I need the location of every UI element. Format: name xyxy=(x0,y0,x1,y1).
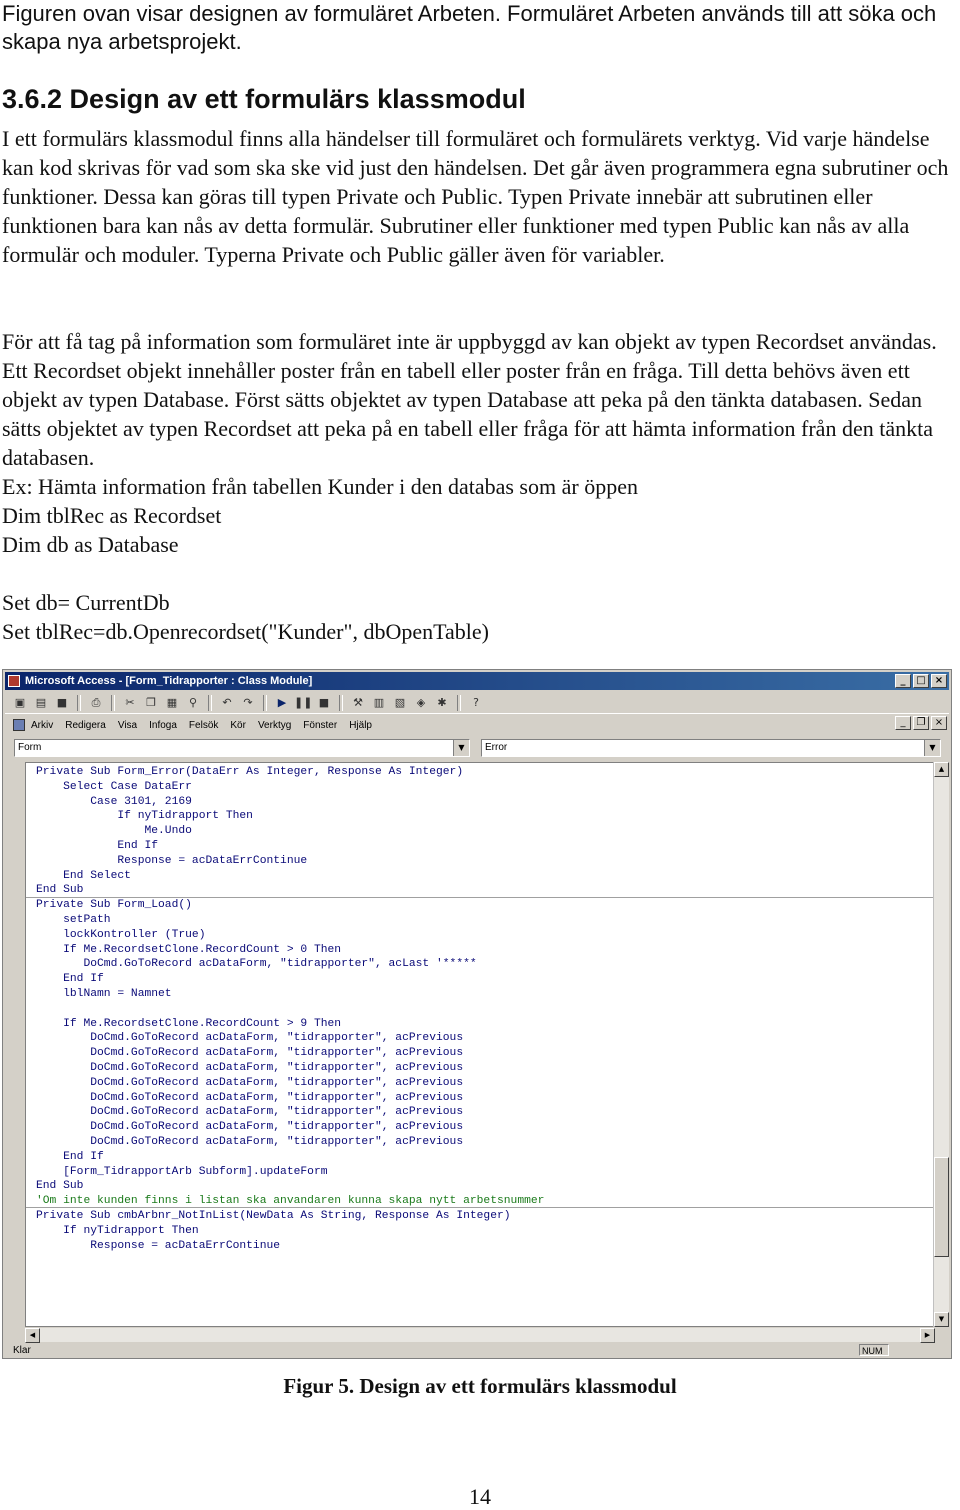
chevron-down-icon[interactable]: ▼ xyxy=(924,740,940,756)
menu-item-verktyg[interactable]: Verktyg xyxy=(257,719,292,731)
procedure-combo-value: Error xyxy=(485,742,508,753)
code-line: Select Case DataErr xyxy=(36,780,192,793)
paragraph-text: För att få tag på information som formuläret inte är uppbyggd av kan objekt av typen Recordset användas. Ett Recordset objekt innehåller poster från en tabell eller poster från en fråga. Till detta behövs även ett objekt av typen Database. Först sätts objektet av typen Database att peka på den tänkta databasen. Sedan sätts objektet av typen Recordset att peka på en tabell eller fråga för att hämta information från den tänkta databasen. xyxy=(2,329,937,470)
window-titlebar xyxy=(5,672,949,690)
code-line: DoCmd.GoToRecord acDataForm, "tidrapporter", acPrevious xyxy=(36,1047,464,1060)
code-line: If nyTidrapport Then xyxy=(36,810,253,823)
code-line: End Sub xyxy=(36,884,84,897)
code-line: Case 3101, 2169 xyxy=(36,795,192,808)
code-line: End If xyxy=(36,973,104,986)
num-lock-indicator: NUM xyxy=(859,1344,889,1356)
menu-item-infoga[interactable]: Infoga xyxy=(149,719,177,731)
code-line: DoCmd.GoToRecord acDataForm, "tidrapporter", acPrevious xyxy=(36,1076,464,1089)
save-icon[interactable]: ■ xyxy=(56,695,68,709)
code-line: DoCmd.GoToRecord acDataForm, "tidrapporter", acPrevious xyxy=(36,1135,464,1148)
menu-item-arkiv[interactable]: Arkiv xyxy=(31,719,54,731)
undo-icon[interactable]: ↶ xyxy=(222,695,232,709)
example-line xyxy=(2,559,957,588)
project-explorer-icon[interactable]: ▥ xyxy=(373,695,385,709)
procedure-separator xyxy=(26,1207,934,1208)
example-line: Dim db as Database xyxy=(2,532,179,557)
module-window-icon xyxy=(13,719,25,731)
paragraph-text: I ett formulärs klassmodul finns alla händelser till formuläret och formulärets verktyg. Vid varje händelse kan kod skrivas för vad som ska ske vid just den händelsen. Det går även programmera egna subrutiner och funktioner. Dessa kan göras till typen Private och Public. Typen Private innebär att subrutinen eller funktionen bara kan nås av detta formulär. Subrutiner eller funktioner med typen Public kan nås av alla formulär och moduler. Typerna Private och Public gäller även för variabler. xyxy=(2,126,949,267)
toolbar-separator xyxy=(263,695,267,711)
minimize-icon[interactable]: _ xyxy=(895,674,911,688)
cut-icon[interactable]: ✂ xyxy=(125,695,135,709)
code-line: End If xyxy=(36,1150,104,1163)
example-line: Set tblRec=db.Openrecordset("Kunder", dbOpenTable) xyxy=(2,619,490,644)
menu-item-felsok[interactable]: Felsök xyxy=(188,719,219,731)
scrollbar-thumb[interactable] xyxy=(934,1157,949,1257)
menu-bar xyxy=(5,716,949,734)
paragraph-recordset xyxy=(2,327,957,646)
code-line: End Sub xyxy=(36,1180,84,1193)
copy-icon[interactable]: ❐ xyxy=(146,695,156,709)
page-number: 14 xyxy=(469,1484,491,1509)
help-icon[interactable]: ? xyxy=(473,695,479,709)
toolbar-separator xyxy=(208,695,212,711)
menu-item-fonster[interactable]: Fönster xyxy=(303,719,338,731)
find-icon[interactable]: ⚲ xyxy=(188,695,198,709)
code-line: Response = acDataErrContinue xyxy=(36,1239,281,1252)
redo-icon[interactable]: ↷ xyxy=(243,695,253,709)
section-heading: 3.6.2 Design av ett formulärs klassmodul xyxy=(2,84,526,114)
maximize-icon[interactable]: □ xyxy=(913,674,929,688)
mdi-restore-icon[interactable]: ❐ xyxy=(913,716,929,730)
toolbar-separator xyxy=(339,695,343,711)
scroll-up-icon[interactable]: ▲ xyxy=(934,762,949,777)
figure-caption: Figur 5. Design av ett formulärs klassmodul xyxy=(283,1374,677,1398)
close-icon[interactable]: × xyxy=(931,674,947,688)
mdi-minimize-icon[interactable]: _ xyxy=(895,716,911,730)
design-mode-icon[interactable]: ⚒ xyxy=(353,695,363,709)
code-line: DoCmd.GoToRecord acDataForm, "tidrapporter", acPrevious xyxy=(36,1121,464,1134)
code-line: Private Sub cmbArbnr_NotInList(NewData As String, Response As Integer) xyxy=(36,1209,511,1222)
code-line: DoCmd.GoToRecord acDataForm, "tidrapporter", acPrevious xyxy=(36,1061,464,1074)
status-bar xyxy=(5,1344,949,1358)
code-line: lblNamn = Namnet xyxy=(36,987,172,1000)
example-line: Dim tblRec as Recordset xyxy=(2,503,222,528)
code-line: End If xyxy=(36,839,159,852)
object-combo[interactable] xyxy=(14,739,470,757)
code-line: DoCmd.GoToRecord acDataForm, "tidrapporter", acPrevious xyxy=(36,1106,464,1119)
mdi-close-icon[interactable]: × xyxy=(931,716,947,730)
paragraph-class-module xyxy=(2,124,957,269)
toolbox-icon[interactable]: ✱ xyxy=(437,695,447,709)
toolbar-separator xyxy=(111,695,115,711)
scroll-down-icon[interactable]: ▼ xyxy=(934,1312,949,1327)
view-access-icon[interactable]: ▣ xyxy=(14,695,26,709)
chevron-down-icon[interactable]: ▼ xyxy=(453,740,469,756)
code-line: lockKontroller (True) xyxy=(36,928,206,941)
code-line: Me.Undo xyxy=(36,825,192,838)
intro-paragraph: Figuren ovan visar designen av formuläret Arbeten. Formuläret Arbeten används till att söka och skapa nya arbetsprojekt. xyxy=(2,1,937,54)
code-line: DoCmd.GoToRecord acDataForm, "tidrapporter", acLast '***** xyxy=(36,958,477,971)
code-line: End Select xyxy=(36,869,131,882)
example-line: Ex: Hämta information från tabellen Kunder i den databas som är öppen xyxy=(2,474,638,499)
toolbar-separator xyxy=(77,695,81,711)
horizontal-scrollbar[interactable] xyxy=(25,1328,935,1342)
code-line: Response = acDataErrContinue xyxy=(36,854,308,867)
code-line: If Me.RecordsetClone.RecordCount > 0 Then xyxy=(36,943,342,956)
code-comment: 'Om inte kunden finns i listan ska anvandaren kunna skapa nytt arbetsnummer xyxy=(36,1195,545,1208)
menu-item-kor[interactable]: Kör xyxy=(230,719,246,731)
code-line xyxy=(36,1002,544,1017)
menu-item-redigera[interactable]: Redigera xyxy=(65,719,106,731)
code-line: If Me.RecordsetClone.RecordCount > 9 Then xyxy=(36,1017,342,1030)
menu-item-hjalp[interactable]: Hjälp xyxy=(349,719,372,731)
code-editor[interactable] xyxy=(25,762,935,1327)
paste-icon[interactable]: ▦ xyxy=(166,695,178,709)
reset-icon[interactable]: ■ xyxy=(318,695,330,709)
example-line: Set db= CurrentDb xyxy=(2,590,170,615)
procedure-separator xyxy=(26,897,934,898)
vertical-scrollbar[interactable] xyxy=(933,762,949,1327)
access-window-screenshot xyxy=(2,669,952,1359)
object-combo-value: Form xyxy=(18,742,42,753)
code-line: [Form_TidrapportArb Subform].updateForm xyxy=(36,1165,328,1178)
code-line: If nyTidrapport Then xyxy=(36,1224,199,1237)
access-app-icon xyxy=(8,675,20,687)
standard-toolbar xyxy=(5,692,949,714)
code-line: Private Sub Form_Error(DataErr As Integer, Response As Integer) xyxy=(36,766,464,778)
code-content xyxy=(36,765,544,1253)
code-line: Private Sub Form_Load() xyxy=(36,899,192,912)
code-line: DoCmd.GoToRecord acDataForm, "tidrapporter", acPrevious xyxy=(36,1091,464,1104)
code-line: setPath xyxy=(36,913,111,926)
menu-item-visa[interactable]: Visa xyxy=(117,719,138,731)
scroll-right-icon[interactable]: ▶ xyxy=(920,1328,935,1343)
window-title: Microsoft Access - [Form_Tidrapporter : Class Module] xyxy=(25,675,313,687)
object-browser-icon[interactable]: ◈ xyxy=(416,695,426,709)
status-text: Klar xyxy=(13,1345,31,1356)
break-icon[interactable]: ❚❚ xyxy=(294,695,313,709)
insert-module-icon[interactable]: ▤ xyxy=(35,695,47,709)
scroll-left-icon[interactable]: ◀ xyxy=(25,1328,40,1343)
procedure-combo[interactable] xyxy=(481,739,941,757)
code-line: DoCmd.GoToRecord acDataForm, "tidrapporter", acPrevious xyxy=(36,1032,464,1045)
print-icon[interactable]: ⎙ xyxy=(91,695,101,709)
toolbar-separator xyxy=(457,695,461,711)
properties-icon[interactable]: ▧ xyxy=(394,695,406,709)
run-icon[interactable]: ▶ xyxy=(277,695,287,709)
